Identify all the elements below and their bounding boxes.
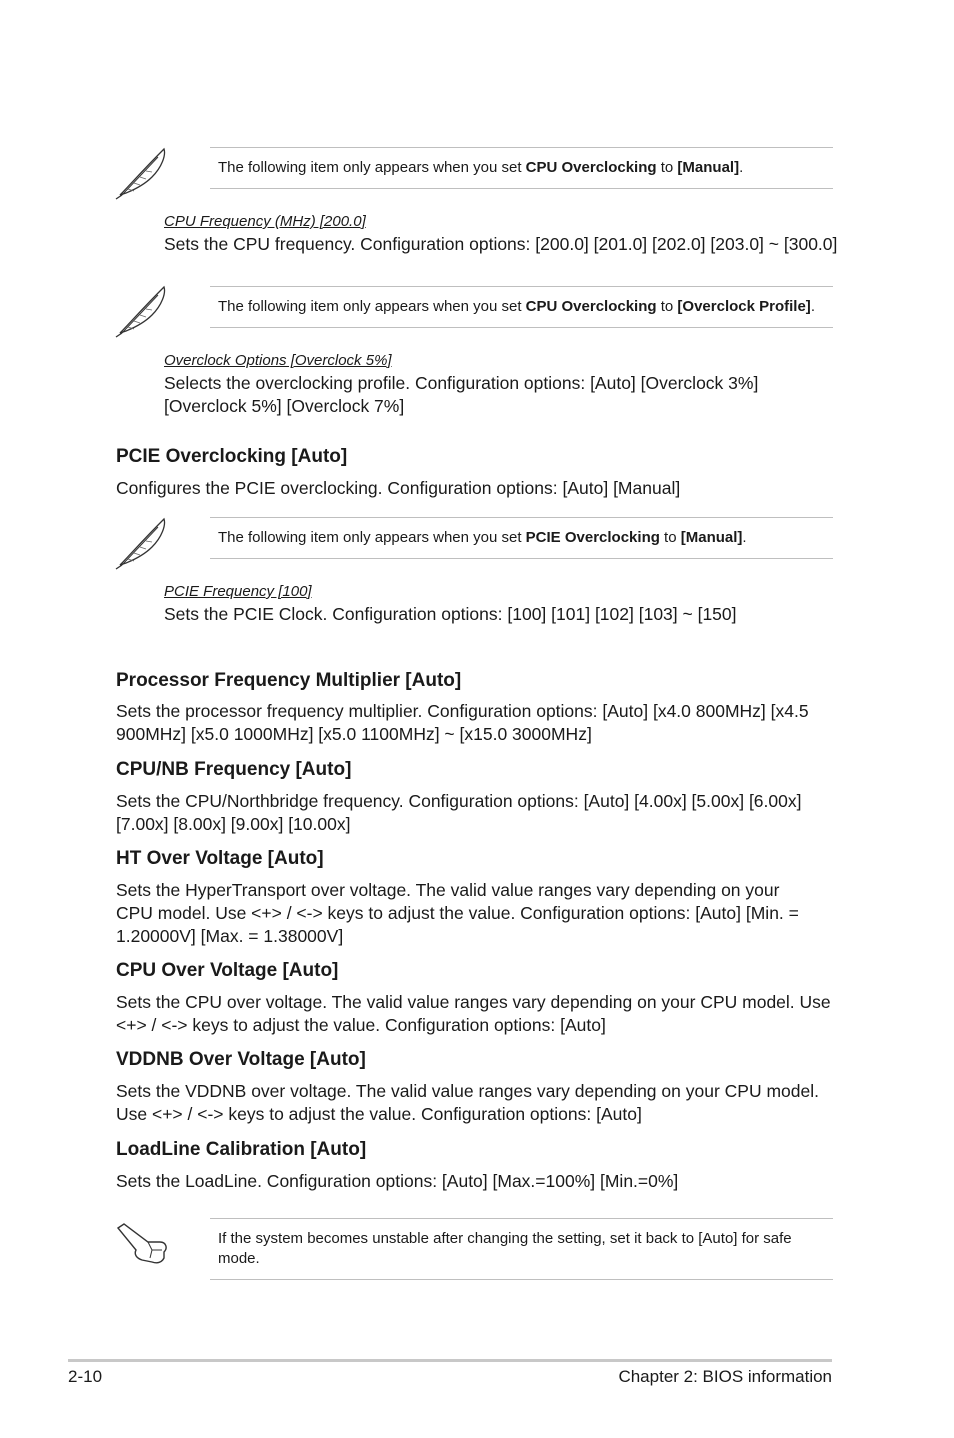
chapter-title: Chapter 2: BIOS information [618, 1367, 832, 1386]
section-desc: <+> / <-> keys to adjust the value. Configuration options: [Auto] [116, 1015, 606, 1035]
note-box [210, 517, 833, 559]
sub-item-desc: Sets the CPU frequency. Configuration options: [200.0] [201.0] [202.0] [203.0] ~ [300.0] [164, 234, 838, 254]
section-desc: Sets the processor frequency multiplier. Configuration options: [Auto] [x4.0 800MHz] [x4.5 [116, 701, 809, 721]
section-title: CPU Over Voltage [Auto] [116, 960, 339, 981]
section-title: CPU/NB Frequency [Auto] [116, 759, 352, 780]
section-desc: Sets the VDDNB over voltage. The valid value ranges vary depending on your CPU model. [116, 1081, 819, 1101]
section-title: Processor Frequency Multiplier [Auto] [116, 670, 462, 691]
sub-item-desc: [Overclock 5%] [Overclock 7%] [164, 396, 405, 416]
footer-rule [68, 1359, 832, 1362]
caution-text: If the system becomes unstable after changing the setting, set it back to [Auto] for safe mode. [218, 1230, 792, 1267]
pointing-hand-icon [112, 1218, 172, 1274]
page-number: 2-10 [68, 1367, 103, 1386]
section-desc: Sets the CPU/Northbridge frequency. Configuration options: [Auto] [4.00x] [5.00x] [6.00x] [116, 791, 802, 811]
note-box [210, 286, 833, 328]
section-desc: CPU model. Use <+> / <-> keys to adjust the value. Configuration options: [Auto] [Min. = [116, 903, 799, 923]
section-title: HT Over Voltage [Auto] [116, 848, 324, 869]
section-desc: 900MHz] [x5.0 1000MHz] [x5.0 1100MHz] ~ [x15.0 3000MHz] [116, 724, 592, 744]
section-desc: 1.20000V] [Max. = 1.38000V] [116, 926, 344, 946]
sub-item-desc: Selects the overclocking profile. Configuration options: [Auto] [Overclock 3%] [164, 373, 759, 393]
sub-item-label: CPU Frequency (MHz) [200.0] [164, 213, 366, 230]
section-desc: Sets the HyperTransport over voltage. The valid value ranges vary depending on your [116, 880, 780, 900]
note-box [210, 147, 833, 189]
sub-item-label: Overclock Options [Overclock 5%] [164, 352, 392, 369]
section-title: PCIE Overclocking [Auto] [116, 446, 348, 467]
note-text: The following item only appears when you set CPU Overclocking to [Manual]. [218, 159, 744, 176]
feather-pen-icon [112, 515, 172, 571]
section-desc: Sets the LoadLine. Configuration options: [Auto] [Max.=100%] [Min.=0%] [116, 1171, 679, 1191]
section-desc: Use <+> / <-> keys to adjust the value. Configuration options: [Auto] [116, 1104, 642, 1124]
note-text: The following item only appears when you set CPU Overclocking to [Overclock Profile]. [218, 298, 815, 315]
sub-item-desc: Sets the PCIE Clock. Configuration options: [100] [101] [102] [103] ~ [150] [164, 604, 737, 624]
feather-pen-icon [112, 145, 172, 201]
note-text: The following item only appears when you set PCIE Overclocking to [Manual]. [218, 529, 747, 546]
section-desc: [7.00x] [8.00x] [9.00x] [10.00x] [116, 814, 351, 834]
section-desc: Configures the PCIE overclocking. Configuration options: [Auto] [Manual] [116, 478, 681, 498]
section-desc: Sets the CPU over voltage. The valid value ranges vary depending on your CPU model. Use [116, 992, 831, 1012]
feather-pen-icon [112, 283, 172, 339]
caution-box [210, 1218, 833, 1280]
section-title: LoadLine Calibration [Auto] [116, 1139, 367, 1160]
sub-item-label: PCIE Frequency [100] [164, 583, 312, 600]
section-title: VDDNB Over Voltage [Auto] [116, 1049, 366, 1070]
